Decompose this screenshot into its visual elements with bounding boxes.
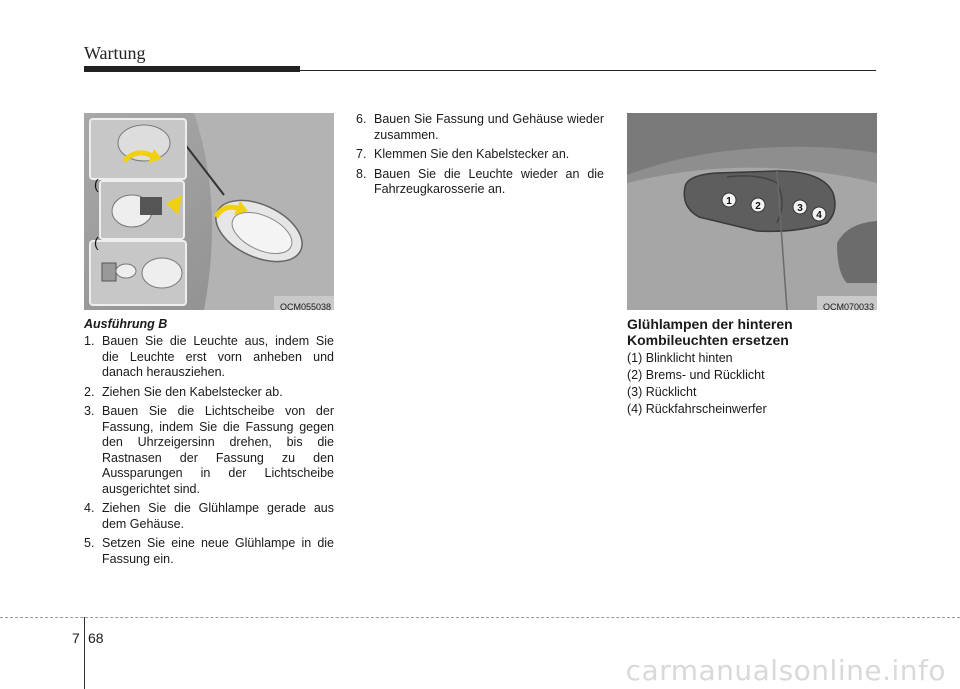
- watermark: carmanualsonline.info: [625, 654, 946, 687]
- list-item: 3. Bauen Sie die Lichtscheibe von der Fassung, indem Sie die Fassung gegen den Uhrzeigersinn drehen, bis die Rastnasen der Fassung zu den Aussparungen in der Lichtscheibe ausgerichtet sind.: [84, 404, 334, 496]
- list-item: 5. Setzen Sie eine neue Glühlampe in die Fassung ein.: [84, 536, 334, 566]
- figure-code: OCM055038: [279, 302, 331, 310]
- list-item: (3) Rücklicht: [627, 385, 697, 399]
- callout-4: 4: [816, 210, 822, 221]
- list-item: 2. Ziehen Sie den Kabelstecker ab.: [84, 384, 283, 399]
- list-item: 6. Bauen Sie Fassung und Gehäuse wieder zusammen.: [356, 112, 604, 142]
- chapter-number: 7: [72, 630, 80, 646]
- header-rule-thick: [84, 66, 300, 72]
- left-steps-list: [84, 334, 334, 571]
- footer-rule: [0, 617, 960, 618]
- list-item: (1) Blinklicht hinten: [627, 351, 733, 365]
- list-item: 1. Bauen Sie die Leuchte aus, indem Sie die Leuchte erst vorn anheben und danach herausziehen.: [84, 334, 334, 379]
- bulb-legend-list: [627, 350, 877, 418]
- svg-text:(: (: [94, 176, 99, 192]
- variant-heading: Ausführung B: [84, 317, 168, 331]
- list-item: 7. Klemmen Sie den Kabelstecker an.: [356, 147, 570, 161]
- rear-lamp-illustration: [627, 113, 877, 310]
- list-item: (2) Brems- und Rücklicht: [627, 368, 765, 382]
- callout-3: 3: [797, 203, 803, 214]
- rear-lamp-figure: [627, 113, 877, 310]
- figure-code: OCM070033: [822, 302, 874, 310]
- list-item: 4. Ziehen Sie die Glühlampe gerade aus dem Gehäuse.: [84, 501, 334, 531]
- callout-1: 1: [726, 196, 732, 207]
- figure-code-box: [817, 296, 877, 310]
- header-rule-thin: [300, 70, 876, 71]
- page-number: 68: [88, 630, 104, 646]
- list-item: (4) Rückfahrscheinwerfer: [627, 402, 767, 416]
- section-title: Wartung: [84, 43, 146, 63]
- side-lamp-figure: [84, 113, 334, 310]
- callout-2: 2: [755, 201, 761, 212]
- side-lamp-illustration: [84, 113, 334, 310]
- middle-steps-list: [356, 112, 604, 202]
- figure-code-box: [274, 296, 334, 310]
- footer-divider: [84, 617, 85, 689]
- rear-lamp-heading: Glühlampen der hinteren Kombileuchten ersetzen: [627, 316, 793, 348]
- list-item: 8. Bauen Sie die Leuchte wieder an die Fahrzeugkarosserie an.: [356, 166, 604, 196]
- svg-text:(: (: [94, 234, 99, 250]
